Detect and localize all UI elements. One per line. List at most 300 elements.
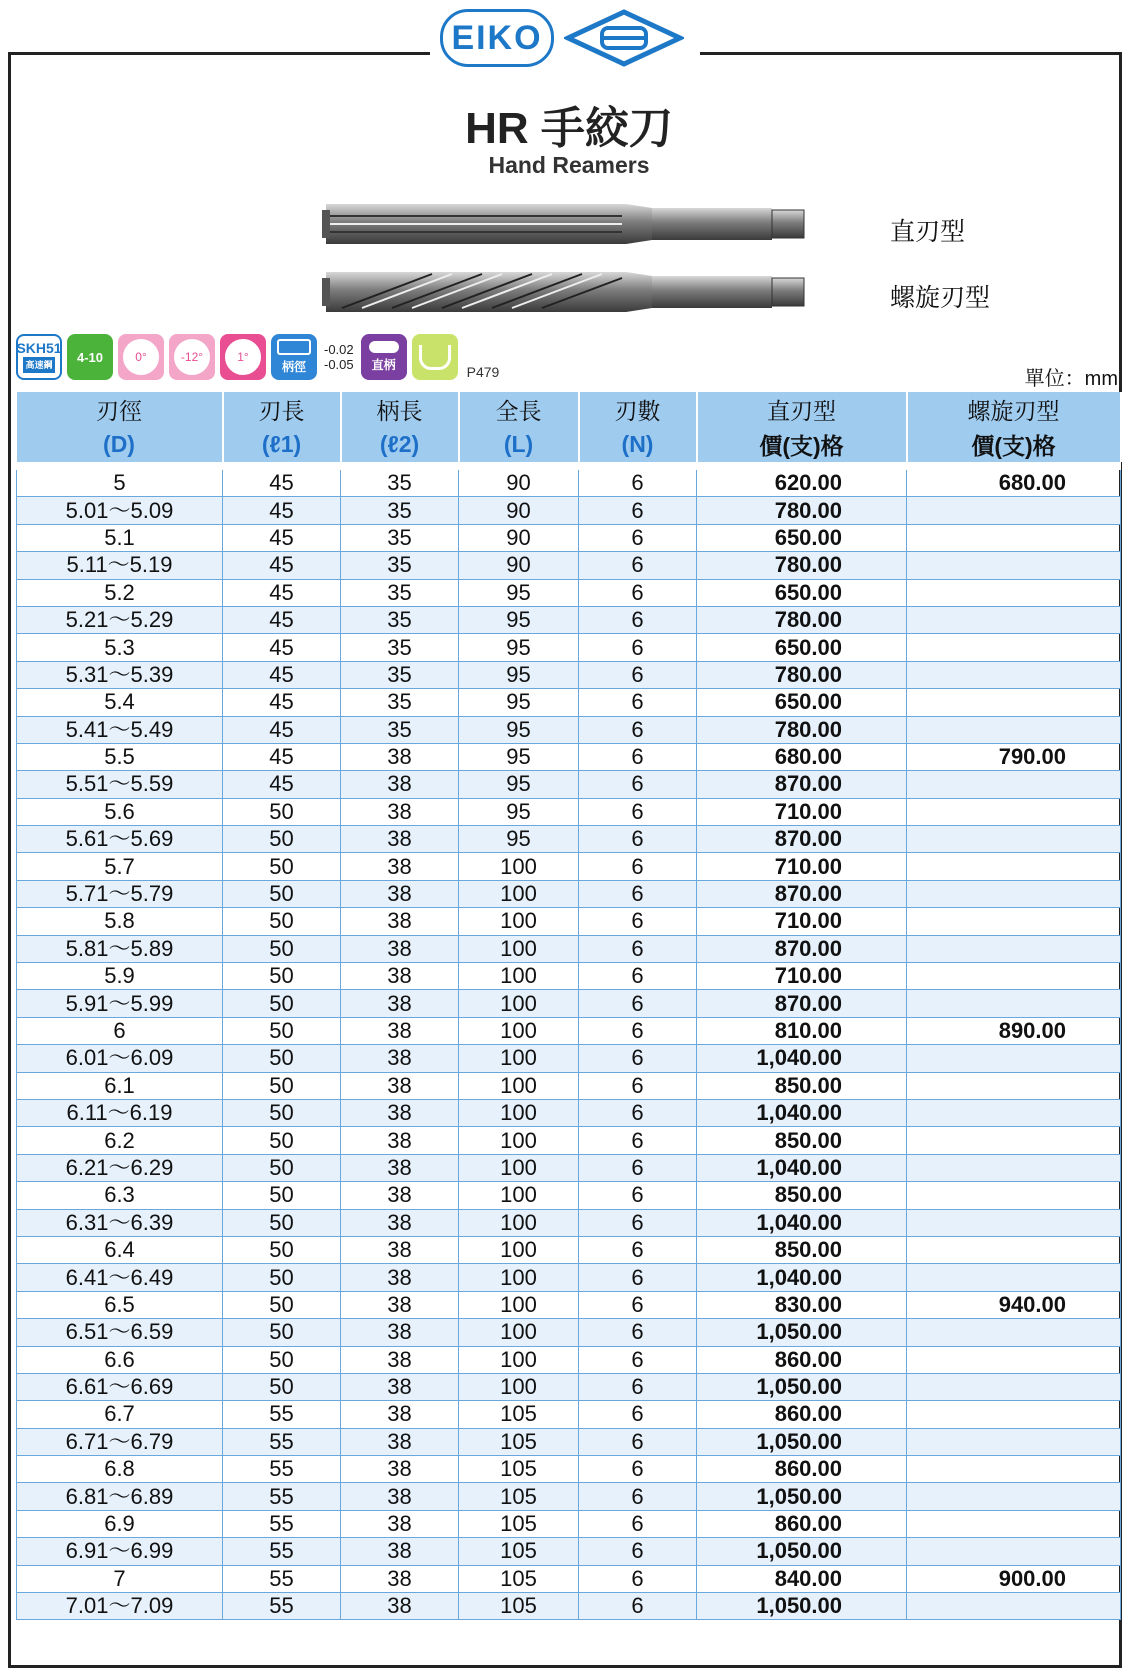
cell-shank-length: 38 — [341, 826, 459, 853]
cell-straight-price: 780.00 — [697, 606, 907, 633]
cell-shank-length: 35 — [341, 524, 459, 551]
cell-shank-length: 38 — [341, 1045, 459, 1072]
rake-angle-minus12-icon: -12° — [169, 334, 215, 380]
cell-straight-price: 650.00 — [697, 524, 907, 551]
cell-flute-count: 6 — [579, 1291, 697, 1318]
page-subtitle: Hand Reamers — [488, 152, 650, 178]
cell-overall-length: 105 — [459, 1483, 579, 1510]
cell-diameter: 6.9 — [17, 1510, 223, 1537]
cell-overall-length: 100 — [459, 908, 579, 935]
cell-spiral-price — [907, 606, 1121, 633]
cell-spiral-price — [907, 990, 1121, 1017]
cell-spiral-price — [907, 1593, 1121, 1620]
cell-flute-count: 6 — [579, 1045, 697, 1072]
cell-overall-length: 95 — [459, 661, 579, 688]
cell-shank-length: 38 — [341, 853, 459, 880]
cell-flute-count: 6 — [579, 716, 697, 743]
cell-flute-length: 45 — [223, 689, 341, 716]
cell-shank-length: 38 — [341, 1456, 459, 1483]
cell-flute-length: 55 — [223, 1593, 341, 1620]
cell-straight-price: 650.00 — [697, 634, 907, 661]
table-row — [17, 1072, 1121, 1099]
groove-icon — [412, 334, 458, 380]
cell-diameter: 5.2 — [17, 579, 223, 606]
table-row — [17, 1127, 1121, 1154]
cell-straight-price: 1,040.00 — [697, 1209, 907, 1236]
cell-diameter: 5.3 — [17, 634, 223, 661]
cell-overall-length: 100 — [459, 1346, 579, 1373]
cell-straight-price: 1,050.00 — [697, 1483, 907, 1510]
cell-flute-count: 6 — [579, 661, 697, 688]
cell-diameter: 5.71～5.79 — [17, 880, 223, 907]
cell-straight-price: 710.00 — [697, 853, 907, 880]
cell-flute-length: 50 — [223, 1127, 341, 1154]
cell-flute-count: 6 — [579, 1456, 697, 1483]
cell-overall-length: 95 — [459, 716, 579, 743]
cell-overall-length: 100 — [459, 1017, 579, 1044]
cell-straight-price: 650.00 — [697, 579, 907, 606]
cell-flute-count: 6 — [579, 1401, 697, 1428]
cell-spiral-price — [907, 1373, 1121, 1400]
cell-flute-length: 50 — [223, 1182, 341, 1209]
cell-shank-length: 38 — [341, 1099, 459, 1126]
brand-logo — [440, 8, 684, 68]
cell-overall-length: 100 — [459, 1154, 579, 1181]
cell-flute-count: 6 — [579, 552, 697, 579]
col-sub-l1: (ℓ1) — [223, 426, 341, 462]
cell-straight-price: 840.00 — [697, 1565, 907, 1592]
cell-straight-price: 870.00 — [697, 880, 907, 907]
cell-diameter: 6.71～6.79 — [17, 1428, 223, 1455]
cell-diameter: 5.11～5.19 — [17, 552, 223, 579]
col-header-shank-length: 柄長 — [341, 392, 459, 426]
cell-overall-length: 105 — [459, 1401, 579, 1428]
cell-flute-length: 45 — [223, 470, 341, 497]
table-row — [17, 908, 1121, 935]
table-row — [17, 1593, 1121, 1620]
cell-flute-count: 6 — [579, 908, 697, 935]
cell-straight-price: 850.00 — [697, 1236, 907, 1263]
cell-flute-count: 6 — [579, 1236, 697, 1263]
cell-spiral-price — [907, 689, 1121, 716]
col-sub-l: (L) — [459, 426, 579, 462]
cell-shank-length: 38 — [341, 1565, 459, 1592]
cell-flute-length: 45 — [223, 634, 341, 661]
price-table — [16, 392, 1122, 1620]
cell-diameter: 5.01～5.09 — [17, 497, 223, 524]
cell-flute-count: 6 — [579, 634, 697, 661]
cell-shank-length: 38 — [341, 798, 459, 825]
cell-straight-price: 860.00 — [697, 1346, 907, 1373]
table-row — [17, 661, 1121, 688]
cell-straight-price: 780.00 — [697, 661, 907, 688]
cell-shank-length: 35 — [341, 579, 459, 606]
cell-overall-length: 95 — [459, 743, 579, 770]
cell-diameter: 6.7 — [17, 1401, 223, 1428]
unit-label: 單位：mm — [1024, 368, 1118, 390]
cell-flute-length: 50 — [223, 880, 341, 907]
cell-spiral-price — [907, 771, 1121, 798]
cell-flute-length: 55 — [223, 1483, 341, 1510]
cell-straight-price: 1,050.00 — [697, 1319, 907, 1346]
cell-spiral-price — [907, 826, 1121, 853]
cell-diameter: 6.5 — [17, 1291, 223, 1318]
cell-overall-length: 100 — [459, 853, 579, 880]
cell-overall-length: 90 — [459, 497, 579, 524]
cell-flute-count: 6 — [579, 1428, 697, 1455]
cell-overall-length: 95 — [459, 606, 579, 633]
cell-spiral-price — [907, 1236, 1121, 1263]
cell-overall-length: 105 — [459, 1510, 579, 1537]
cell-shank-length: 38 — [341, 1510, 459, 1537]
cell-spiral-price — [907, 1401, 1121, 1428]
cell-shank-length: 38 — [341, 880, 459, 907]
col-sub-spiral-price: 價(支)格 — [907, 426, 1121, 462]
cell-overall-length: 95 — [459, 771, 579, 798]
cell-straight-price: 850.00 — [697, 1072, 907, 1099]
cell-shank-length: 35 — [341, 606, 459, 633]
cell-straight-price: 1,050.00 — [697, 1428, 907, 1455]
table-row — [17, 689, 1121, 716]
cell-diameter: 5.1 — [17, 524, 223, 551]
cell-shank-length: 38 — [341, 771, 459, 798]
cell-shank-length: 35 — [341, 716, 459, 743]
cell-straight-price: 860.00 — [697, 1456, 907, 1483]
cell-overall-length: 100 — [459, 1236, 579, 1263]
cell-flute-length: 45 — [223, 771, 341, 798]
cell-overall-length: 100 — [459, 1264, 579, 1291]
col-sub-l2: (ℓ2) — [341, 426, 459, 462]
cell-flute-count: 6 — [579, 1510, 697, 1537]
table-subheader-row — [17, 426, 1121, 462]
cell-straight-price: 870.00 — [697, 935, 907, 962]
cell-straight-price: 1,040.00 — [697, 1045, 907, 1072]
cell-diameter: 6.1 — [17, 1072, 223, 1099]
cell-straight-price: 870.00 — [697, 771, 907, 798]
cell-flute-length: 45 — [223, 716, 341, 743]
cell-diameter: 7.01～7.09 — [17, 1593, 223, 1620]
cell-spiral-price: 940.00 — [907, 1291, 1121, 1318]
cell-flute-count: 6 — [579, 853, 697, 880]
cell-flute-length: 50 — [223, 798, 341, 825]
shank-tolerance: -0.02 -0.05 — [324, 342, 354, 372]
cell-spiral-price — [907, 908, 1121, 935]
cell-overall-length: 95 — [459, 689, 579, 716]
cell-straight-price: 860.00 — [697, 1510, 907, 1537]
cell-straight-price: 1,040.00 — [697, 1154, 907, 1181]
cell-flute-count: 6 — [579, 1127, 697, 1154]
cell-flute-count: 6 — [579, 798, 697, 825]
cell-flute-count: 6 — [579, 990, 697, 1017]
cell-straight-price: 710.00 — [697, 963, 907, 990]
cell-shank-length: 38 — [341, 1182, 459, 1209]
cell-diameter: 5.9 — [17, 963, 223, 990]
cell-straight-price: 780.00 — [697, 497, 907, 524]
cell-diameter: 5.81～5.89 — [17, 935, 223, 962]
page-reference: P479 — [466, 364, 500, 380]
cell-diameter: 6.81～6.89 — [17, 1483, 223, 1510]
cell-overall-length: 100 — [459, 1373, 579, 1400]
cell-shank-length: 38 — [341, 1154, 459, 1181]
col-header-flute-count: 刃數 — [579, 392, 697, 426]
cell-spiral-price — [907, 579, 1121, 606]
table-row — [17, 880, 1121, 907]
cell-overall-length: 90 — [459, 524, 579, 551]
cell-diameter: 6.8 — [17, 1456, 223, 1483]
cell-flute-length: 50 — [223, 1209, 341, 1236]
cell-diameter: 5.51～5.59 — [17, 771, 223, 798]
cell-straight-price: 1,050.00 — [697, 1373, 907, 1400]
cell-spiral-price — [907, 1346, 1121, 1373]
cell-overall-length: 100 — [459, 1209, 579, 1236]
cell-spiral-price — [907, 853, 1121, 880]
cell-diameter: 6.41～6.49 — [17, 1264, 223, 1291]
cell-spiral-price: 790.00 — [907, 743, 1121, 770]
cell-shank-length: 35 — [341, 497, 459, 524]
table-header-row — [17, 392, 1121, 426]
table-row — [17, 853, 1121, 880]
cell-shank-length: 38 — [341, 1236, 459, 1263]
table-row — [17, 1236, 1121, 1263]
table-row — [17, 935, 1121, 962]
cell-flute-length: 45 — [223, 661, 341, 688]
cell-flute-length: 50 — [223, 1045, 341, 1072]
cell-flute-length: 50 — [223, 1319, 341, 1346]
cell-shank-length: 38 — [341, 1401, 459, 1428]
cell-overall-length: 100 — [459, 1045, 579, 1072]
cell-diameter: 5.7 — [17, 853, 223, 880]
cell-shank-length: 38 — [341, 1209, 459, 1236]
cell-spiral-price: 900.00 — [907, 1565, 1121, 1592]
cell-spiral-price — [907, 552, 1121, 579]
cell-spiral-price — [907, 1264, 1121, 1291]
cell-spiral-price — [907, 1428, 1121, 1455]
cell-straight-price: 1,040.00 — [697, 1264, 907, 1291]
table-row — [17, 1209, 1121, 1236]
cell-overall-length: 100 — [459, 935, 579, 962]
cell-flute-length: 50 — [223, 908, 341, 935]
cell-overall-length: 95 — [459, 634, 579, 661]
cell-shank-length: 38 — [341, 935, 459, 962]
cell-diameter: 6.6 — [17, 1346, 223, 1373]
cell-flute-count: 6 — [579, 743, 697, 770]
cell-flute-length: 50 — [223, 1099, 341, 1126]
col-header-diameter: 刃徑 — [17, 392, 223, 426]
cell-flute-length: 50 — [223, 1346, 341, 1373]
cell-spiral-price — [907, 935, 1121, 962]
cell-diameter: 5.91～5.99 — [17, 990, 223, 1017]
cell-flute-count: 6 — [579, 689, 697, 716]
skh51-material-icon: SKH51 高速鋼 — [16, 334, 62, 380]
cell-flute-length: 50 — [223, 1264, 341, 1291]
cell-flute-length: 45 — [223, 606, 341, 633]
table-row — [17, 716, 1121, 743]
rake-angle-0-icon: 0° — [118, 334, 164, 380]
cell-diameter: 6.4 — [17, 1236, 223, 1263]
cell-spiral-price — [907, 1319, 1121, 1346]
cell-flute-length: 50 — [223, 1236, 341, 1263]
cell-overall-length: 100 — [459, 880, 579, 907]
page-title: HR 手絞刀 — [465, 104, 673, 153]
cell-flute-count: 6 — [579, 1593, 697, 1620]
cell-flute-count: 6 — [579, 579, 697, 606]
cell-flute-length: 45 — [223, 552, 341, 579]
cell-straight-price: 710.00 — [697, 798, 907, 825]
cell-shank-length: 38 — [341, 1072, 459, 1099]
table-row — [17, 1346, 1121, 1373]
cell-spiral-price — [907, 963, 1121, 990]
straight-shank-icon: 直柄 — [361, 334, 407, 380]
table-row — [17, 1538, 1121, 1565]
cell-shank-length: 38 — [341, 908, 459, 935]
cell-flute-count: 6 — [579, 1182, 697, 1209]
cell-shank-length: 38 — [341, 1538, 459, 1565]
cell-flute-length: 50 — [223, 935, 341, 962]
table-row — [17, 1264, 1121, 1291]
cell-shank-length: 38 — [341, 743, 459, 770]
cell-flute-length: 55 — [223, 1401, 341, 1428]
cell-straight-price: 860.00 — [697, 1401, 907, 1428]
cell-shank-length: 35 — [341, 689, 459, 716]
cell-flute-length: 50 — [223, 1072, 341, 1099]
cell-flute-count: 6 — [579, 1017, 697, 1044]
table-row — [17, 743, 1121, 770]
table-row — [17, 1045, 1121, 1072]
cell-diameter: 6.3 — [17, 1182, 223, 1209]
cell-shank-length: 38 — [341, 1264, 459, 1291]
cell-diameter: 6.61～6.69 — [17, 1373, 223, 1400]
cell-straight-price: 620.00 — [697, 470, 907, 497]
spiral-type-label: 螺旋刃型 — [890, 284, 991, 312]
cell-diameter: 5.41～5.49 — [17, 716, 223, 743]
table-row — [17, 1319, 1121, 1346]
cell-spiral-price — [907, 524, 1121, 551]
cell-overall-length: 100 — [459, 1291, 579, 1318]
cell-spiral-price — [907, 1182, 1121, 1209]
cell-shank-length: 35 — [341, 661, 459, 688]
table-row — [17, 1373, 1121, 1400]
cell-spiral-price — [907, 634, 1121, 661]
cell-flute-count: 6 — [579, 1346, 697, 1373]
cell-overall-length: 100 — [459, 1099, 579, 1126]
cell-straight-price: 870.00 — [697, 990, 907, 1017]
cell-overall-length: 95 — [459, 798, 579, 825]
cell-shank-length: 38 — [341, 1428, 459, 1455]
cell-spiral-price — [907, 1483, 1121, 1510]
cell-diameter: 6.2 — [17, 1127, 223, 1154]
cell-diameter: 5.61～5.69 — [17, 826, 223, 853]
table-row — [17, 963, 1121, 990]
col-header-flute-length: 刃長 — [223, 392, 341, 426]
table-row — [17, 606, 1121, 633]
cell-shank-length: 38 — [341, 1127, 459, 1154]
cell-shank-length: 38 — [341, 990, 459, 1017]
cell-diameter: 6.91～6.99 — [17, 1538, 223, 1565]
cell-overall-length: 105 — [459, 1428, 579, 1455]
cell-flute-count: 6 — [579, 1565, 697, 1592]
brand-logo-text: EIKO — [440, 9, 554, 67]
cell-flute-length: 55 — [223, 1456, 341, 1483]
table-row — [17, 798, 1121, 825]
col-sub-d: (D) — [17, 426, 223, 462]
table-row — [17, 470, 1121, 497]
cell-shank-length: 38 — [341, 1291, 459, 1318]
cell-straight-price: 780.00 — [697, 552, 907, 579]
cell-straight-price: 1,040.00 — [697, 1099, 907, 1126]
cell-spiral-price — [907, 1072, 1121, 1099]
cell-flute-length: 50 — [223, 1373, 341, 1400]
cell-flute-length: 50 — [223, 1017, 341, 1044]
cell-diameter: 5.4 — [17, 689, 223, 716]
spiral-reamer-image — [322, 268, 808, 316]
range-icon: 4-10 — [67, 334, 113, 380]
cell-overall-length: 105 — [459, 1456, 579, 1483]
cell-shank-length: 38 — [341, 1593, 459, 1620]
cell-overall-length: 105 — [459, 1593, 579, 1620]
cell-spiral-price — [907, 497, 1121, 524]
cell-spiral-price — [907, 1045, 1121, 1072]
cell-flute-length: 55 — [223, 1428, 341, 1455]
brand-diamond-icon — [564, 8, 684, 68]
cell-diameter: 6.21～6.29 — [17, 1154, 223, 1181]
cell-flute-count: 6 — [579, 1538, 697, 1565]
cell-straight-price: 850.00 — [697, 1182, 907, 1209]
cell-shank-length: 35 — [341, 552, 459, 579]
cell-flute-length: 55 — [223, 1510, 341, 1537]
cell-straight-price: 650.00 — [697, 689, 907, 716]
table-row — [17, 552, 1121, 579]
table-body — [17, 470, 1121, 1620]
cell-diameter: 5.8 — [17, 908, 223, 935]
col-header-spiral-type: 螺旋刃型 — [907, 392, 1121, 426]
cell-flute-count: 6 — [579, 963, 697, 990]
cell-flute-length: 55 — [223, 1565, 341, 1592]
cell-shank-length: 35 — [341, 470, 459, 497]
cell-diameter: 5 — [17, 470, 223, 497]
cell-overall-length: 100 — [459, 1072, 579, 1099]
cell-overall-length: 95 — [459, 579, 579, 606]
cell-spiral-price — [907, 880, 1121, 907]
table-row — [17, 579, 1121, 606]
cell-overall-length: 100 — [459, 1127, 579, 1154]
cell-flute-count: 6 — [579, 1483, 697, 1510]
table-row — [17, 497, 1121, 524]
col-sub-straight-price: 價(支)格 — [697, 426, 907, 462]
cell-spiral-price — [907, 716, 1121, 743]
table-row — [17, 1428, 1121, 1455]
cell-diameter: 6.01～6.09 — [17, 1045, 223, 1072]
cell-diameter: 5.21～5.29 — [17, 606, 223, 633]
cell-flute-count: 6 — [579, 1072, 697, 1099]
table-row — [17, 1565, 1121, 1592]
table-row — [17, 1291, 1121, 1318]
cell-straight-price: 1,050.00 — [697, 1593, 907, 1620]
cell-shank-length: 38 — [341, 1373, 459, 1400]
col-header-straight-type: 直刃型 — [697, 392, 907, 426]
shank-diameter-icon: 柄徑 — [271, 334, 317, 380]
cell-spiral-price — [907, 798, 1121, 825]
cell-shank-length: 35 — [341, 634, 459, 661]
cell-flute-length: 50 — [223, 990, 341, 1017]
cell-flute-count: 6 — [579, 826, 697, 853]
straight-reamer-image — [322, 200, 808, 248]
cell-flute-length: 50 — [223, 963, 341, 990]
cell-overall-length: 105 — [459, 1538, 579, 1565]
cell-spiral-price — [907, 1538, 1121, 1565]
cell-shank-length: 38 — [341, 1017, 459, 1044]
cell-shank-length: 38 — [341, 963, 459, 990]
cell-straight-price: 850.00 — [697, 1127, 907, 1154]
